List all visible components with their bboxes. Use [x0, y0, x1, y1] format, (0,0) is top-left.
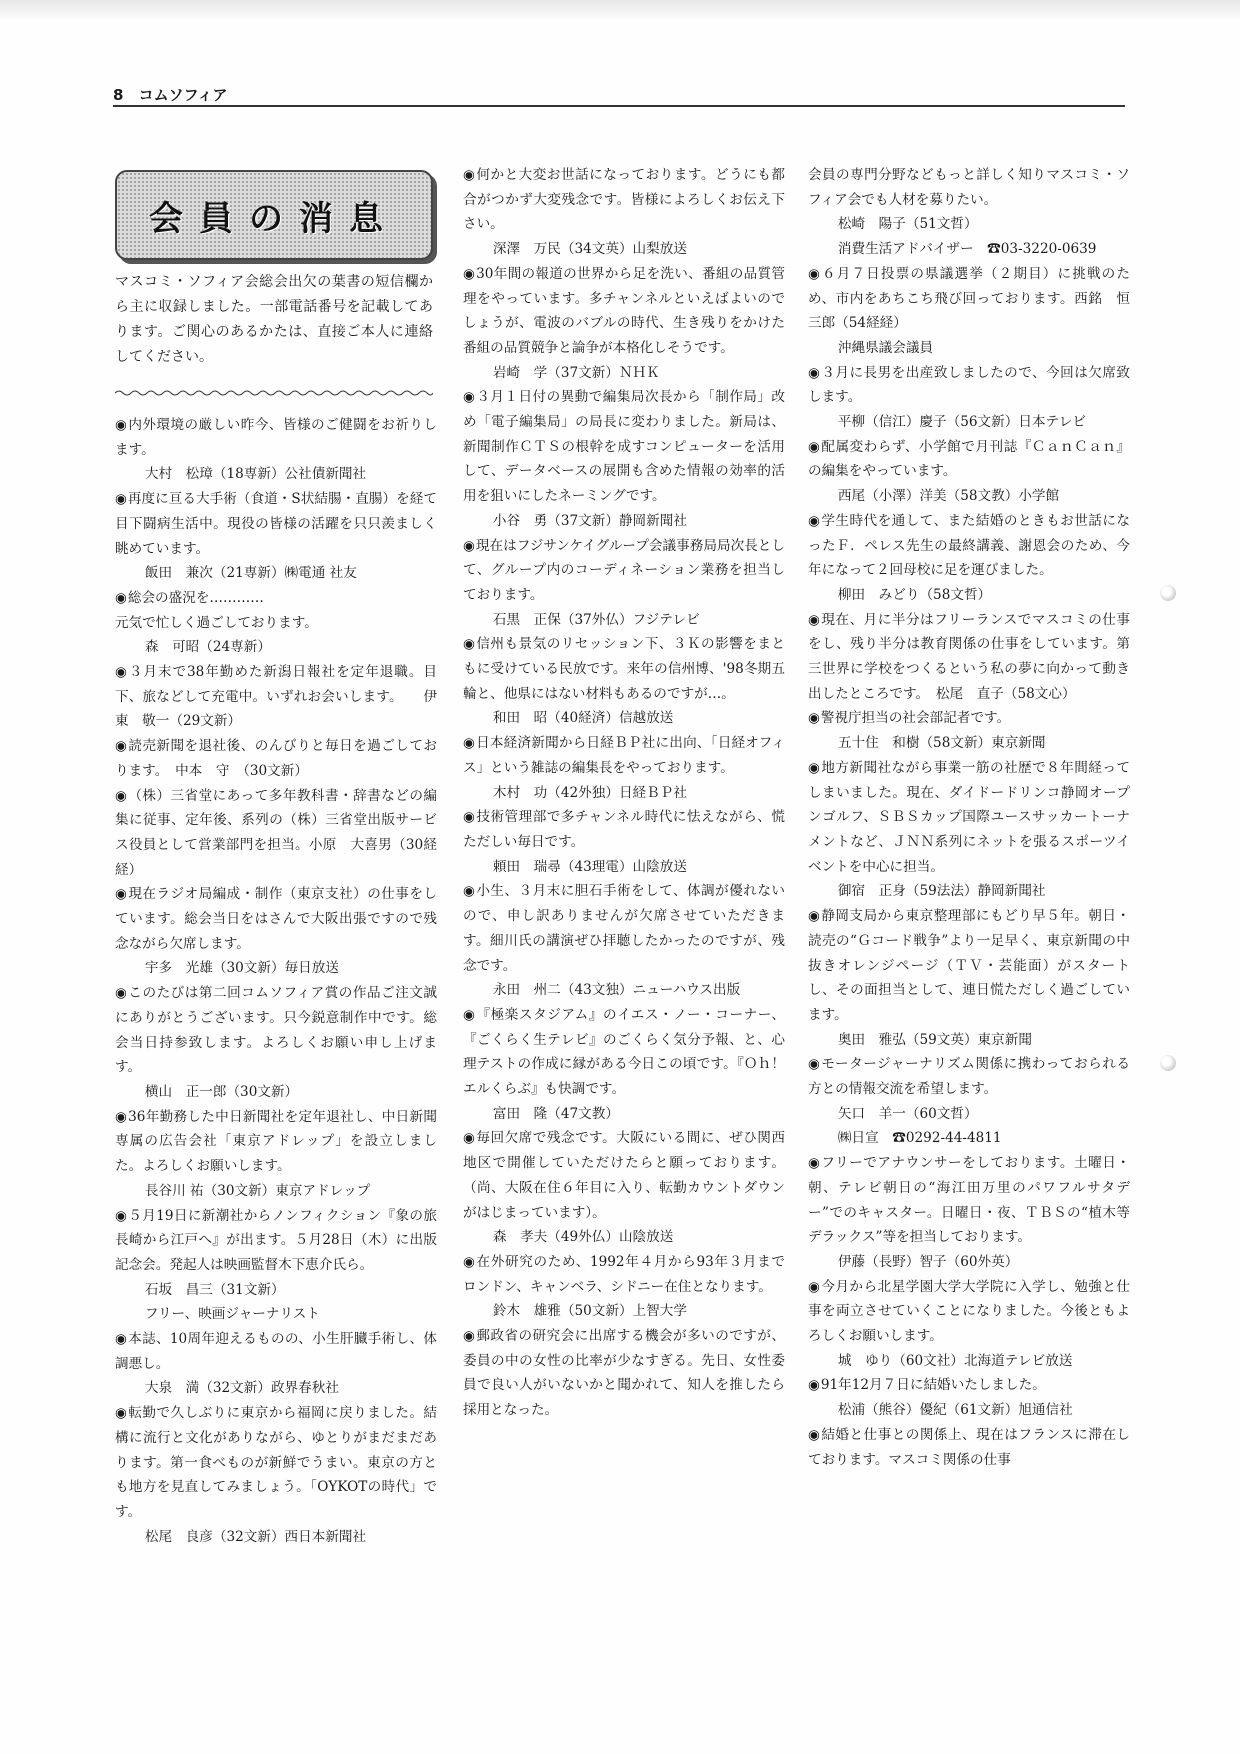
binder-punch-hole — [1160, 585, 1176, 601]
bullet-icon: ◉ — [808, 1426, 821, 1443]
binder-punch-hole — [1160, 1055, 1176, 1071]
line-text: 岩崎 学（37文新）ＮＨＫ — [492, 364, 660, 381]
line-text: ㈱日宣 ☎0292-44-4811 — [837, 1130, 1002, 1147]
member-name-line — [463, 978, 785, 1003]
member-name-line — [115, 1302, 437, 1327]
bullet-icon: ◉ — [808, 908, 821, 925]
line-text: 警視庁担当の社会部記者です。 — [820, 710, 1011, 727]
member-message — [463, 1250, 785, 1299]
bullet-icon: ◉ — [808, 759, 821, 776]
bullet-icon: ◉ — [808, 611, 821, 628]
line-text: 永田 州二（43文独）ニューハウス出版 — [492, 982, 741, 999]
line-text: 西尾（小澤）洋美（58文教）小学館 — [837, 488, 1060, 505]
bullet-icon: ◉ — [463, 265, 476, 282]
member-message — [463, 632, 785, 706]
member-message — [115, 784, 437, 883]
news-column-2 — [463, 163, 785, 1423]
member-message — [115, 1204, 437, 1278]
member-name-line — [463, 1225, 785, 1250]
news-column-1 — [115, 413, 437, 1549]
member-message — [808, 1151, 1130, 1250]
line-text: 郵政省の研究会に出席する機会が多いのですが、委員の中の女性の比率が少なすぎる。先日、女性委員で良い人がいないかと聞かれて、知人を推したら採用となった。 — [463, 1328, 785, 1419]
line-text: 矢口 羊一（60文哲） — [837, 1105, 978, 1122]
bullet-icon: ◉ — [115, 491, 127, 508]
bullet-icon: ◉ — [463, 636, 476, 653]
member-message — [463, 385, 785, 509]
line-text: 配属変わらず、小学館で月刊誌『ＣａｎＣａｎ』の編集をやっています。 — [808, 438, 1130, 480]
line-text: 木村 功（42外独）日経ＢＰ社 — [492, 784, 687, 801]
member-message — [463, 534, 785, 608]
member-name-line — [115, 1376, 437, 1401]
line-text: 御宿 正身（59法法）静岡新聞社 — [837, 883, 1046, 900]
line-text: 30年間の報道の世界から足を洗い、番組の品質管理をやっています。多チャンネルといえばよいのでしょうが、電波のバブルの時代、生き残りをかけた番組の品質競争と論争が本格化しそうです。 — [463, 265, 785, 356]
member-message — [808, 1423, 1130, 1472]
member-message — [463, 879, 785, 978]
line-text: 松尾 良彦（32文新）西日本新聞社 — [144, 1528, 367, 1545]
line-text: 今月から北星学園大学大学院に入学し、勉強と仕事を両立させていくことになりました。今後ともよろしくお願いします。 — [808, 1278, 1130, 1345]
member-name-line — [808, 410, 1130, 435]
line-text: 沖縄県議会議員 — [837, 339, 934, 356]
publication-name: コムソフィア — [138, 86, 228, 104]
bullet-icon: ◉ — [115, 738, 128, 755]
bullet-icon: ◉ — [808, 364, 821, 381]
member-name-line — [463, 608, 785, 633]
member-name-line — [808, 336, 1130, 361]
line-text: 大村 松璋（18専新）公社債新聞社 — [144, 466, 367, 483]
line-text: 深澤 万民（34文英）山梨放送 — [492, 241, 687, 258]
bullet-icon: ◉ — [808, 1155, 821, 1172]
member-name-line — [463, 237, 785, 262]
member-message — [808, 509, 1130, 583]
member-message — [115, 882, 437, 956]
member-message — [115, 1401, 437, 1525]
section-title-box — [115, 170, 433, 260]
bullet-icon: ◉ — [463, 1130, 476, 1147]
bullet-icon: ◉ — [808, 265, 821, 282]
bullet-icon: ◉ — [463, 1328, 476, 1345]
member-message — [463, 1324, 785, 1423]
line-text: フリー、映画ジャーナリスト — [144, 1306, 320, 1323]
bullet-icon: ◉ — [463, 883, 476, 900]
scan-edge-shadow — [0, 0, 1240, 22]
line-text: 学生時代を通して、また結婚のときもお世話になったＦ．ペレス先生の最終講義、謝恩会のため、今年になって２回母校に足を運びました。 — [808, 512, 1130, 579]
line-text: 小生、３月末に胆石手術をして、体調が優れないので、申し訳ありませんが欠席させていただきます。細川氏の講演ぜひ拝聴したかったのですが、残念です。 — [463, 883, 785, 974]
member-name-line — [808, 484, 1130, 509]
member-message — [808, 1052, 1130, 1101]
bullet-icon: ◉ — [808, 710, 820, 727]
page-header — [113, 84, 1125, 106]
bullet-icon: ◉ — [808, 438, 821, 455]
member-name-line — [808, 1102, 1130, 1127]
line-text: 現在ラジオ局編成・制作（東京支社）の仕事をしています。総会当日をはさんで大阪出張ですので残念ながら欠席します。 — [115, 886, 437, 952]
bullet-icon: ◉ — [463, 537, 475, 554]
line-text: 静岡支局から東京整理部にもどり早５年。朝日・読売の“Ｇコード戦争”より一足早く、東京新聞の中抜きオレンジページ（ＴＶ・芸能面）がスタートし、その面担当として、連日慌ただしく過ごしています。 — [808, 908, 1130, 1023]
line-text: 横山 正一郎（30文新） — [144, 1083, 299, 1100]
line-text: 奥田 雅弘（59文英）東京新聞 — [837, 1031, 1032, 1048]
bullet-icon: ◉ — [115, 886, 128, 903]
line-text: 技術管理部で多チャンネル時代に怯えながら、慌ただしい毎日です。 — [463, 809, 785, 850]
member-message — [115, 1327, 437, 1376]
member-name-line — [808, 1028, 1130, 1053]
bullet-icon: ◉ — [115, 1331, 128, 1348]
member-message — [463, 805, 785, 854]
member-message — [115, 487, 437, 561]
line-text: このたびは第二回コムソフィア賞の作品ご注文誠にありがとうございます。只今鋭意制作中です。総会当日持参致します。よろしくお願い申し上げます。 — [115, 985, 437, 1076]
line-text: 会員の専門分野などもっと詳しく知りマスコミ・ソフィア会でも人材を募りたい。 — [808, 167, 1130, 208]
member-name-line — [115, 561, 437, 586]
member-name-line — [115, 1278, 437, 1303]
member-message — [115, 981, 437, 1080]
line-text: 信州も景気のリセッション下、３Ｋの影響をまともに受けている民放です。来年の信州博、'98冬期五輪と、他県にはない材料もあるのですが…。 — [463, 636, 785, 702]
member-message — [463, 731, 785, 780]
member-name-line — [463, 509, 785, 534]
bullet-icon: ◉ — [808, 1056, 821, 1073]
bullet-icon: ◉ — [115, 664, 128, 681]
line-text: （株）三省堂にあって多年教科書・辞書などの編集に従事、定年後、系列の（株）三省堂出版サービス役員として営業部門を担当。小原 大喜男（30経経） — [115, 787, 437, 878]
news-column-3 — [808, 163, 1130, 1472]
member-name-line — [463, 706, 785, 731]
intro-text: マスコミ・ソフィア会総会出欠の葉書の短信欄から主に収録しました。一部電話番号を記載してあります。ご関心のあるかたは、直接ご本人に連絡してください。 — [115, 274, 433, 365]
member-name-line — [115, 1179, 437, 1204]
member-message — [115, 734, 437, 783]
line-text: 現在はフジサンケイグループ会議事務局局次長として、グループ内のコーディネーション業務を担当しております。 — [463, 537, 785, 603]
line-text: ５月19日に新潮社からノンフィクション『象の旅 長崎から江戸へ』が出ます。５月28日（木）に出版記念会。発起人は映画監督木下恵介氏ら。 — [115, 1207, 437, 1273]
line-text: 平柳（信江）慶子（56文新）日本テレビ — [837, 414, 1087, 431]
line-text: 結婚と仕事との関係上、現在はフランスに滞在しております。マスコミ関係の仕事 — [808, 1426, 1130, 1468]
bullet-icon: ◉ — [808, 1278, 821, 1295]
message-text — [808, 163, 1130, 212]
line-text: 読売新聞を退社後、のんびりと毎日を過ごしております。 中本 守 （30文新） — [115, 738, 437, 779]
bullet-icon: ◉ — [115, 1405, 128, 1422]
member-message — [808, 435, 1130, 484]
member-message — [808, 1373, 1130, 1398]
line-text: 消費生活アドバイザー ☎03-3220-0639 — [837, 241, 1097, 258]
line-text: 小谷 勇（37文新）静岡新聞社 — [492, 512, 687, 529]
line-text: 宇多 光雄（30文新）毎日放送 — [144, 960, 339, 977]
line-text: 在外研究のため、1992年４月から93年３月までロンドン、キャンベラ、シドニー在住となります。 — [463, 1253, 785, 1295]
line-text: 何かと大変お世話になっております。どうにも都合がつかず大変残念です。皆様によろしくお伝え下さい。 — [463, 167, 785, 233]
member-message — [463, 163, 785, 237]
header-rule — [113, 105, 1125, 107]
line-text: ３月末で38年勤めた新潟日報社を定年退職。目下、旅などして充電中。いずれお会いします。 伊東 敬一（29文新） — [115, 664, 437, 730]
member-name-line — [808, 1126, 1130, 1151]
line-text: モータージャーナリズム関係に携わっておられる方との情報交流を希望します。 — [808, 1056, 1130, 1098]
page-number: 8 — [113, 86, 124, 104]
member-name-line — [115, 462, 437, 487]
line-text: 飯田 兼次（21専新）㈱電通 社友 — [144, 565, 357, 582]
member-name-line — [808, 731, 1130, 756]
line-text: 柳田 みどり（58文哲） — [837, 586, 992, 603]
bullet-icon: ◉ — [463, 167, 476, 183]
member-message — [808, 1275, 1130, 1349]
member-name-line — [808, 1250, 1130, 1275]
member-name-line — [463, 361, 785, 386]
line-text: 松浦（熊谷）優紀（61文新）旭通信社 — [837, 1402, 1073, 1419]
bullet-icon: ◉ — [463, 389, 476, 406]
bullet-icon: ◉ — [115, 985, 128, 1002]
line-text: 城 ゆり（60文社）北海道テレビ放送 — [837, 1352, 1073, 1369]
member-message — [463, 1003, 785, 1102]
line-text: 本誌、10周年迎えるものの、小生肝臓手術し、体調悪し。 — [115, 1331, 437, 1372]
member-name-line — [463, 855, 785, 880]
line-text: 五十住 和樹（58文新）東京新聞 — [837, 735, 1046, 752]
member-message — [463, 262, 785, 361]
line-text: 『極楽スタジアム』のイエス・ノー・コーナー、『ごくらく生テレビ』のごくらく気分予報、と、心理テストの作成に縁がある今日この頃です。『Ｏｈ！エルくらぶ』も快調です。 — [463, 1006, 785, 1098]
member-name-line — [808, 212, 1130, 237]
line-text: 毎回欠席で残念です。大阪にいる間に、ぜひ関西地区で開催していただけたらと願っております。（尚、大阪在住６年目に入り、転勤カウントダウンがはじまっています）。 — [463, 1130, 785, 1221]
bullet-icon: ◉ — [463, 1253, 476, 1270]
member-name-line — [115, 635, 437, 660]
member-message — [808, 608, 1130, 707]
line-text: 現在、月に半分はフリーランスでマスコミの仕事をし、残り半分は教育関係の仕事をしています。第三世界に学校をつくるという私の夢に向かって動き出したところです。 松尾 直子（58文心） — [808, 611, 1130, 702]
line-text: ６月７日投票の県議選挙（２期目）に挑戦のため、市内をあちこち飛び回っております。西銘 恒三郎（54経経） — [808, 265, 1130, 332]
section-title: 会員の消息 — [149, 198, 399, 239]
line-text: 頼田 瑞尋（43理電）山陰放送 — [492, 858, 687, 875]
member-message — [808, 904, 1130, 1028]
line-text: 石坂 昌三（31文新） — [144, 1281, 285, 1298]
line-text: 36年勤務した中日新聞社を定年退社し、中日新聞専属の広告会社「東京アドレップ」を設立しました。よろしくお願いします。 — [115, 1108, 437, 1175]
member-message — [808, 361, 1130, 410]
line-text: 91年12月７日に結婚いたしました。 — [820, 1377, 1046, 1394]
member-message — [808, 262, 1130, 336]
member-name-line — [463, 781, 785, 806]
line-text: 森 可昭（24専新） — [144, 639, 271, 656]
bullet-icon: ◉ — [115, 787, 128, 804]
bullet-icon: ◉ — [463, 735, 476, 752]
line-text: 石黒 正保（37外仏）フジテレビ — [492, 611, 700, 628]
bullet-icon: ◉ — [463, 809, 476, 826]
line-text: ３月１日付の異動で編集局次長から「制作局」改め「電子編集局」の局長に変わりました。新局は、新聞制作ＣＴＳの根幹を成すコンピューターを活用して、データベースの展開も含めた情報の効率的活用を狙いにしたネーミングです。 — [463, 389, 785, 505]
bullet-icon: ◉ — [115, 589, 127, 606]
line-text: 再度に亘る大手術（食道・S状結腸・直腸）を経て目下闘病生活中。現役の皆様の活躍を只只羨ましく眺めています。 — [115, 491, 437, 557]
member-message — [115, 1105, 437, 1179]
member-name-line — [808, 1398, 1130, 1423]
member-name-line — [808, 1349, 1130, 1374]
line-text: 伊藤（長野）智子（60外英） — [837, 1253, 1019, 1270]
line-text: 転勤で久しぶりに東京から福岡に戻りました。結構に流行と文化がありながら、ゆとりがまだまだあります。第一食べものが新鮮でうまい。東京の方とも地方を見直してみましょう。「OYKOTの時代」です。 — [115, 1405, 437, 1520]
member-name-line — [808, 583, 1130, 608]
bullet-icon: ◉ — [115, 1108, 128, 1125]
bullet-icon: ◉ — [115, 1207, 128, 1224]
wavy-divider — [115, 388, 433, 398]
message-text — [115, 611, 437, 636]
bullet-icon: ◉ — [808, 512, 821, 529]
line-text: 内外環境の厳しい昨今、皆様のご健闘をお祈りします。 — [115, 417, 437, 458]
bullet-icon: ◉ — [463, 1006, 476, 1023]
line-text: 日本経済新聞から日経ＢＰ社に出向、「日経オフィス」という雑誌の編集長をやっております。 — [463, 735, 785, 776]
member-name-line — [115, 1080, 437, 1105]
member-message — [808, 756, 1130, 880]
line-text: 総会の盛況を………… — [127, 589, 264, 606]
member-message — [115, 413, 437, 462]
member-name-line — [808, 879, 1130, 904]
line-text: 松崎 陽子（51文哲） — [837, 216, 978, 233]
member-name-line — [463, 1102, 785, 1127]
line-text: 鈴木 雄雅（50文新）上智大学 — [492, 1303, 687, 1320]
bullet-icon: ◉ — [808, 1377, 820, 1394]
line-text: フリーでアナウンサーをしております。土曜日・朝、テレビ朝日の“海江田万里のパワフルサタデー”でのキャスター。日曜日・夜、ＴＢＳの“植木等デラックス”等を担当しております。 — [808, 1155, 1130, 1246]
line-text: 和田 昭（40経済）信越放送 — [492, 710, 674, 727]
line-text: 大泉 満（32文新）政界春秋社 — [144, 1380, 339, 1397]
member-name-line — [115, 956, 437, 981]
member-name-line — [808, 237, 1130, 262]
line-text: 富田 隆（47文教） — [492, 1105, 619, 1122]
member-message — [463, 1126, 785, 1225]
line-text: ３月に長男を出産致しましたので、今回は欠席致します。 — [808, 364, 1130, 406]
member-message — [115, 586, 437, 611]
line-text: 元気で忙しく過ごしております。 — [115, 614, 318, 631]
member-message — [115, 660, 437, 734]
line-text: 森 孝夫（49外仏）山陰放送 — [492, 1229, 674, 1246]
bullet-icon: ◉ — [115, 417, 128, 433]
line-text: 長谷川 祐（30文新）東京アドレップ — [144, 1182, 371, 1199]
member-message — [808, 706, 1130, 731]
line-text: 地方新聞社ながら事業一筋の社歴で８年間経ってしまいました。現在、ダイドードリンコ静岡オープンゴルフ、ＳＢＳカップ国際ユースサッカートーナメントなど、ＪＮＮ系列にネットを張るスポーツイベントを中心に担当。 — [808, 759, 1130, 875]
member-name-line — [115, 1525, 437, 1550]
member-name-line — [463, 1299, 785, 1324]
